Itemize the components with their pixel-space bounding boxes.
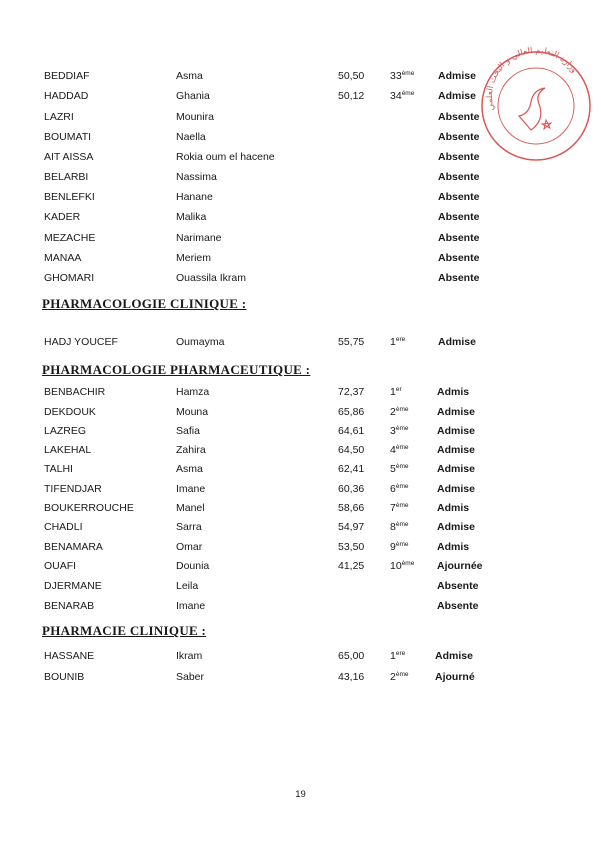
rank-suffix: ème <box>395 502 409 509</box>
status: Absente <box>437 580 479 592</box>
result-row <box>0 481 601 497</box>
score: 41,25 <box>338 560 365 572</box>
rank-number: 1 <box>390 650 396 662</box>
last-name: HADDAD <box>44 90 89 102</box>
last-name: LAZREG <box>44 425 87 437</box>
status: Absente <box>438 191 480 203</box>
rank-number: 2 <box>390 406 396 418</box>
score: 43,16 <box>338 671 365 683</box>
result-row <box>0 558 601 574</box>
last-name: BENAMARA <box>44 541 103 553</box>
status: Absente <box>438 232 480 244</box>
last-name: LAKEHAL <box>44 444 92 456</box>
result-row <box>0 461 601 477</box>
last-name: MEZACHE <box>44 232 96 244</box>
first-name: Zahira <box>176 444 206 456</box>
rank <box>390 500 409 516</box>
rank-number: 1 <box>390 386 396 398</box>
status: Admise <box>437 521 475 533</box>
status: Absente <box>438 272 480 284</box>
first-name: Oumayma <box>176 336 225 348</box>
first-name: Imane <box>176 483 206 495</box>
first-name: Mounira <box>176 111 214 123</box>
status: Absente <box>438 131 480 143</box>
result-row <box>0 189 601 205</box>
last-name: BENLEFKI <box>44 191 95 203</box>
status: Absente <box>438 111 480 123</box>
stamp-lettering: وزارة التعليم العالي و البحث العلمي <box>484 45 579 112</box>
first-name: Hanane <box>176 191 213 203</box>
first-name: Narimane <box>176 232 222 244</box>
result-row <box>0 669 601 685</box>
status: Absente <box>438 151 480 163</box>
result-row <box>0 500 601 516</box>
last-name: TIFENDJAR <box>44 483 102 495</box>
section-heading: PHARMACOLOGIE PHARMACEUTIQUE : <box>42 362 311 377</box>
result-row <box>0 334 601 350</box>
result-row <box>0 578 601 594</box>
result-row <box>0 648 601 664</box>
last-name: OUAFI <box>44 560 77 572</box>
status: Admis <box>437 541 470 553</box>
rank <box>390 423 409 439</box>
rank-suffix: ème <box>395 425 409 432</box>
last-name: AIT AISSA <box>44 151 94 163</box>
status: Absente <box>438 252 480 264</box>
rank-number: 4 <box>390 444 396 456</box>
rank-number: 2 <box>390 671 396 683</box>
first-name: Mouna <box>176 406 209 418</box>
last-name: BELARBI <box>44 171 89 183</box>
score: 64,61 <box>338 425 365 437</box>
rank-suffix: ème <box>401 90 415 97</box>
first-name: Saber <box>176 671 205 683</box>
result-row <box>0 230 601 246</box>
result-row <box>0 384 601 400</box>
rank-number: 8 <box>390 521 396 533</box>
score: 50,50 <box>338 70 365 82</box>
first-name: Omar <box>176 541 203 553</box>
last-name: BOUKERROUCHE <box>44 502 134 514</box>
rank <box>390 481 409 497</box>
result-row <box>0 250 601 266</box>
result-row <box>0 404 601 420</box>
result-row <box>0 519 601 535</box>
score: 53,50 <box>338 541 365 553</box>
score: 54,97 <box>338 521 365 533</box>
status: Admis <box>437 386 470 398</box>
score: 64,50 <box>338 444 365 456</box>
last-name: KADER <box>44 211 81 223</box>
rank <box>390 404 409 420</box>
first-name: Ghania <box>176 90 210 102</box>
status: Admise <box>438 336 476 348</box>
rank <box>390 539 409 555</box>
rank-suffix: ere <box>395 336 406 343</box>
rank-suffix: ere <box>395 650 406 657</box>
first-name: Naella <box>176 131 206 143</box>
rank-number: 1 <box>390 336 396 348</box>
status: Absente <box>438 171 480 183</box>
rank <box>390 334 405 350</box>
score: 72,37 <box>338 386 365 398</box>
score: 55,75 <box>338 336 365 348</box>
rank-suffix: ème <box>395 521 409 528</box>
first-name: Malika <box>176 211 207 223</box>
first-name: Dounia <box>176 560 210 572</box>
first-name: Asma <box>176 70 203 82</box>
result-row <box>0 423 601 439</box>
result-row <box>0 169 601 185</box>
rank-number: 3 <box>390 425 396 437</box>
status: Admise <box>435 650 473 662</box>
rank-number: 33 <box>390 70 402 82</box>
rank <box>390 442 409 458</box>
first-name: Rokia oum el hacene <box>176 151 275 163</box>
rank-suffix: ème <box>395 444 409 451</box>
last-name: CHADLI <box>44 521 83 533</box>
rank-number: 34 <box>390 90 402 102</box>
rank <box>390 519 409 535</box>
result-row <box>0 598 601 614</box>
status: Admise <box>438 90 476 102</box>
rank-number: 10 <box>390 560 402 572</box>
rank <box>390 68 414 84</box>
rank-suffix: er <box>395 386 402 393</box>
rank <box>390 648 405 664</box>
rank-suffix: ème <box>395 671 409 678</box>
first-name: Ikram <box>176 650 203 662</box>
rank-suffix: ème <box>395 463 409 470</box>
rank-number: 9 <box>390 541 396 553</box>
first-name: Sarra <box>176 521 202 533</box>
rank <box>390 669 409 685</box>
rank-suffix: ème <box>401 70 415 77</box>
first-name: Manel <box>176 502 205 514</box>
status: Absente <box>438 211 480 223</box>
result-row <box>0 442 601 458</box>
last-name: GHOMARI <box>44 272 95 284</box>
first-name: Leila <box>176 580 199 592</box>
last-name: BENBACHIR <box>44 386 106 398</box>
rank-suffix: ème <box>395 541 409 548</box>
rank-suffix: ème <box>401 560 415 567</box>
status: Admise <box>438 70 476 82</box>
last-name: DEKDOUK <box>44 406 96 418</box>
last-name: TALHI <box>44 463 73 475</box>
last-name: MANAA <box>44 252 82 264</box>
page-number: 19 <box>295 789 306 800</box>
score: 65,00 <box>338 650 365 662</box>
rank-suffix: ème <box>395 406 409 413</box>
last-name: BEDDIAF <box>44 70 90 82</box>
first-name: Nassima <box>176 171 217 183</box>
rank <box>390 558 414 574</box>
first-name: Safia <box>176 425 200 437</box>
rank <box>390 384 402 400</box>
rank <box>390 461 409 477</box>
score: 58,66 <box>338 502 365 514</box>
score: 50,12 <box>338 90 365 102</box>
first-name: Asma <box>176 463 203 475</box>
score: 65,86 <box>338 406 365 418</box>
status: Admise <box>437 483 475 495</box>
last-name: BOUMATI <box>44 131 92 143</box>
first-name: Ouassila Ikram <box>176 272 247 284</box>
last-name: BENARAB <box>44 600 95 612</box>
rank <box>390 88 414 104</box>
score: 62,41 <box>338 463 365 475</box>
status: Admis <box>437 502 470 514</box>
status: Admise <box>437 406 475 418</box>
first-name: Hamza <box>176 386 210 398</box>
result-row <box>0 270 601 286</box>
status: Ajourné <box>435 671 475 683</box>
rank-number: 6 <box>390 483 396 495</box>
status: Admise <box>437 425 475 437</box>
first-name: Imane <box>176 600 206 612</box>
last-name: LAZRI <box>44 111 74 123</box>
last-name: BOUNIB <box>44 671 85 683</box>
score: 60,36 <box>338 483 365 495</box>
last-name: HADJ YOUCEF <box>44 336 118 348</box>
status: Ajournée <box>437 560 483 572</box>
rank-number: 5 <box>390 463 396 475</box>
status: Admise <box>437 463 475 475</box>
section-heading: PHARMACIE CLINIQUE : <box>42 623 207 638</box>
result-row <box>0 209 601 225</box>
rank-suffix: ème <box>395 483 409 490</box>
first-name: Meriem <box>176 252 212 264</box>
rank-number: 7 <box>390 502 396 514</box>
last-name: DJERMANE <box>44 580 102 592</box>
official-stamp <box>476 40 596 170</box>
section-heading: PHARMACOLOGIE CLINIQUE : <box>42 296 247 311</box>
status: Admise <box>437 444 475 456</box>
last-name: HASSANE <box>44 650 95 662</box>
status: Absente <box>437 600 479 612</box>
result-row <box>0 539 601 555</box>
